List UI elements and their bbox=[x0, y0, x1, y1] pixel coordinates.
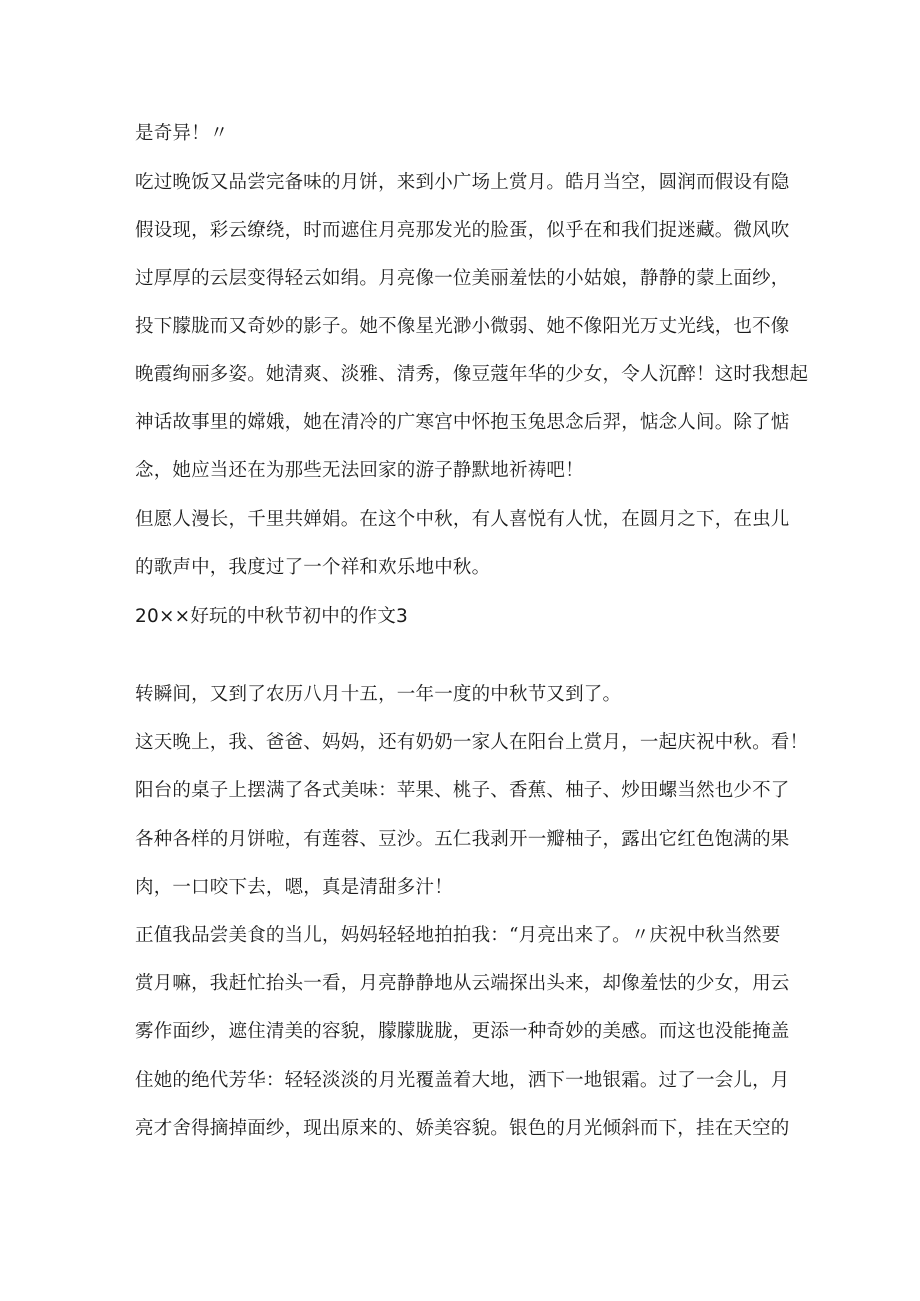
paragraph-line: 阳台的桌子上摆满了各式美味：苹果、桃子、香蕉、柚子、炒田螺当然也少不了 bbox=[135, 780, 790, 801]
paragraph-line: 转瞬间，又到了农历八月十五，一年一度的中秋节又到了。 bbox=[135, 684, 622, 705]
paragraph-line: 晚霞绚丽多姿。她清爽、淡雅、清秀，像豆蔻年华的少女，令人沉醉！这时我想起 bbox=[135, 364, 809, 385]
paragraph-line: 投下朦胧而又奇妙的影子。她不像星光渺小微弱、她不像阳光万丈光线，也不像 bbox=[135, 316, 790, 337]
paragraph-line: 雾作面纱，遮住清美的容貌，朦朦胧胧，更添一种奇妙的美感。而这也没能掩盖 bbox=[135, 1021, 790, 1042]
paragraph-line: 是奇异！〃 bbox=[135, 123, 229, 144]
paragraph-line: 但愿人漫长，千里共婵娟。在这个中秋，有人喜悦有人忧，在圆月之下，在虫儿 bbox=[135, 509, 790, 530]
paragraph-line: 住她的绝代芳华：轻轻淡淡的月光覆盖着大地，洒下一地银霜。过了一会儿，月 bbox=[135, 1070, 790, 1091]
paragraph-line: 假设现，彩云缭绕，时而遮住月亮那发光的脸蛋，似乎在和我们捉迷藏。微风吹 bbox=[135, 220, 790, 241]
paragraph-line: 念，她应当还在为那些无法回家的游子静默地祈祷吧！ bbox=[135, 460, 584, 481]
paragraph-line: 神话故事里的嫦娥，她在清冷的广寒宫中怀抱玉兔思念后羿，惦念人间。除了惦 bbox=[135, 412, 790, 433]
paragraph-line: 正值我品尝美食的当儿，妈妈轻轻地拍拍我：“月亮出来了。〃庆祝中秋当然要 bbox=[135, 925, 781, 946]
paragraph-line: 赏月嘛，我赶忙抬头一看，月亮静静地从云端探出头来，却像羞怯的少女，用云 bbox=[135, 973, 790, 994]
paragraph-line: 吃过晚饭又品尝完备味的月饼，来到小广场上赏月。皓月当空，圆润而假设有隐 bbox=[135, 172, 790, 193]
paragraph-line: 各种各样的月饼啦，有莲蓉、豆沙。五仁我剥开一瓣柚子，露出它红色饱满的果 bbox=[135, 829, 790, 850]
paragraph-line: 肉，一口咬下去，嗯，真是清甜多汁！ bbox=[135, 877, 453, 898]
paragraph-line: 的歌声中，我度过了一个祥和欢乐地中秋。 bbox=[135, 557, 491, 578]
paragraph-line: 这天晚上，我、爸爸、妈妈，还有奶奶一家人在阳台上赏月，一起庆祝中秋。看！ bbox=[135, 732, 809, 753]
section-heading: 20××好玩的中秋节初中的作文3 bbox=[135, 606, 409, 627]
paragraph-line: 亮才舍得摘掉面纱，现出原来的、娇美容貌。银色的月光倾斜而下，挂在天空的 bbox=[135, 1118, 790, 1139]
paragraph-line: 过厚厚的云层变得轻云如绢。月亮像一位美丽羞怯的小姑娘，静静的蒙上面纱， bbox=[135, 268, 790, 289]
